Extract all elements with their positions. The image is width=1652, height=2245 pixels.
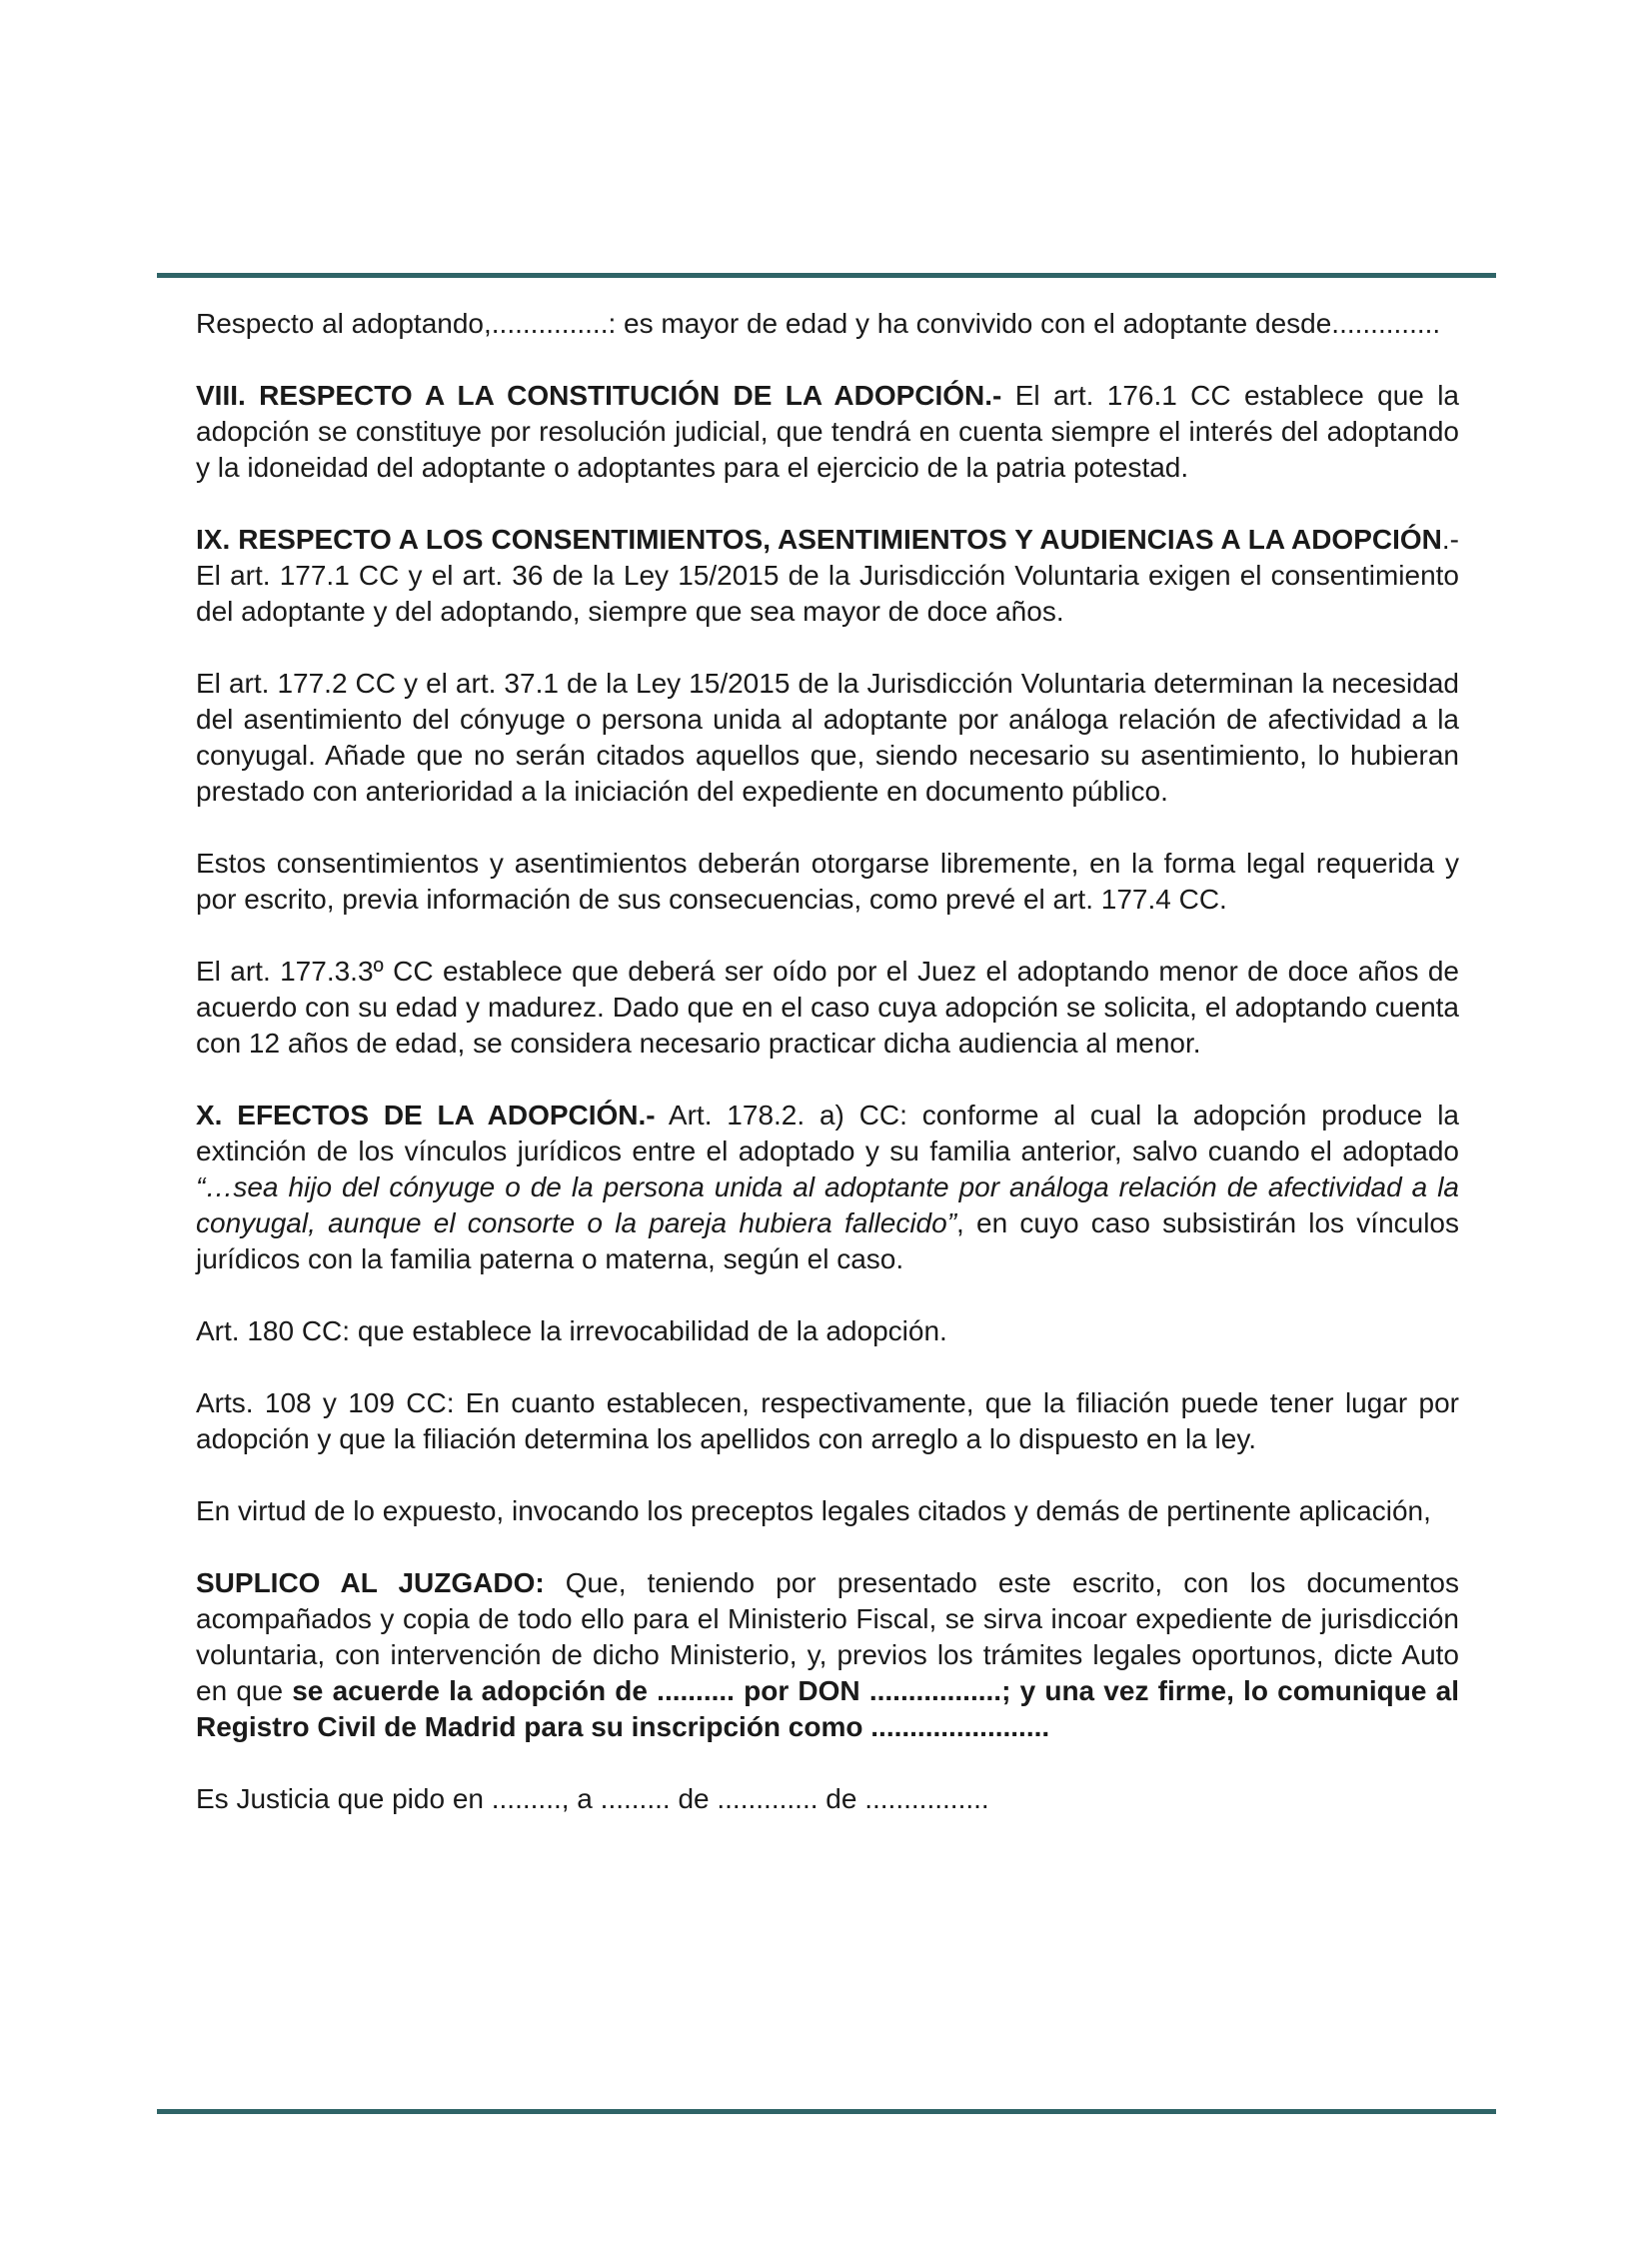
request-bold: se acuerde la adopción de .......... por DON .................; y una vez firme, lo comunique al Registro Civil de Madrid para su inscripción como ....................... — [196, 1675, 1460, 1742]
section-heading: SUPLICO AL JUZGADO: — [196, 1567, 545, 1598]
paragraph-adoptando: Respecto al adoptando,...............: es mayor de edad y ha convivido con el adoptante desde.............. — [196, 308, 1441, 339]
paragraph-virtud: En virtud de lo expuesto, invocando los preceptos legales citados y demás de pertinente aplicación, — [196, 1495, 1431, 1526]
legal-quote: “…sea hijo del cónyuge o de la persona unida al adoptante por análoga relación de afectividad a la conyugal, aunque el consorte o la pareja hubiera fallecido” — [196, 1171, 1459, 1238]
section-heading: IX. RESPECTO A LOS CONSENTIMIENTOS, ASENTIMIENTOS Y AUDIENCIAS A LA ADOPCIÓN — [196, 524, 1442, 555]
section-heading: VIII. RESPECTO A LA CONSTITUCIÓN DE LA ADOPCIÓN.- — [196, 380, 1002, 411]
section-heading: X. EFECTOS DE LA ADOPCIÓN.- — [196, 1100, 656, 1130]
bottom-divider — [157, 2109, 1496, 2114]
paragraph-art-180: Art. 180 CC: que establece la irrevocabilidad de la adopción. — [196, 1315, 947, 1346]
closing-line: Es Justicia que pido en ........., a ......... de ............. de ................ — [196, 1783, 989, 1814]
section-x: X. EFECTOS DE LA ADOPCIÓN.- Art. 178.2. a) CC: conforme al cual la adopción produce la extinción de los vínculos jurídicos entre el adoptado y su familia anterior, salvo cuando el adoptado “…sea hijo del cónyuge o de la persona unida al adoptante por análoga relación de afectividad a la conyugal, aunque el consorte o la pareja hubiera fallecido”, en cuyo caso subsistirán los vínculos jurídicos con la familia paterna o materna, según el caso. — [196, 1100, 1460, 1274]
paragraph-consentimientos: Estos consentimientos y asentimientos deberán otorgarse libremente, en la forma legal requerida y por escrito, previa información de sus consecuencias, como prevé el art. 177.4 CC. — [196, 848, 1459, 915]
paragraph-asentimiento: El art. 177.2 CC y el art. 37.1 de la Ley 15/2015 de la Jurisdicción Voluntaria determinan la necesidad del asentimiento del cónyuge o persona unida al adoptante por análoga relación de afectividad a la conyugal. Añade que no serán citados aquellos que, siendo necesario su asentimiento, lo hubieran prestado con anterioridad a la iniciación del expediente en documento público. — [196, 668, 1459, 807]
section-ix: IX. RESPECTO A LOS CONSENTIMIENTOS, ASENTIMIENTOS Y AUDIENCIAS A LA ADOPCIÓN.- El art. 177.1 CC y el art. 36 de la Ley 15/2015 de la Jurisdicción Voluntaria exigen el consentimiento del adoptante y del adoptando, siempre que sea mayor de doce años. — [196, 524, 1459, 627]
section-viii: VIII. RESPECTO A LA CONSTITUCIÓN DE LA ADOPCIÓN.- El art. 176.1 CC establece que la adopción se constituye por resolución judicial, que tendrá en cuenta siempre el interés del adoptando y la idoneidad del adoptante o adoptantes para el ejercicio de la patria potestad. — [196, 380, 1459, 483]
document-body — [196, 306, 1459, 1853]
top-divider — [157, 273, 1496, 278]
paragraph-audiencia: El art. 177.3.3º CC establece que deberá ser oído por el Juez el adoptando menor de doce años de acuerdo con su edad y madurez. Dado que en el caso cuya adopción se solicita, el adoptando cuenta con 12 años de edad, se considera necesario practicar dicha audiencia al menor. — [196, 956, 1459, 1059]
section-suplico: SUPLICO AL JUZGADO: Que, teniendo por presentado este escrito, con los documentos acompañados y copia de todo ello para el Ministerio Fiscal, se sirva incoar expediente de jurisdicción voluntaria, con intervención de dicho Ministerio, y, previos los trámites legales oportunos, dicte Auto en que se acuerde la adopción de .......... por DON .................; y una vez firme, lo comunique al Registro Civil de Madrid para su inscripción como ....................... — [196, 1567, 1460, 1742]
paragraph-arts-108-109: Arts. 108 y 109 CC: En cuanto establecen, respectivamente, que la filiación puede tener lugar por adopción y que la filiación determina los apellidos con arreglo a lo dispuesto en la ley. — [196, 1387, 1459, 1454]
